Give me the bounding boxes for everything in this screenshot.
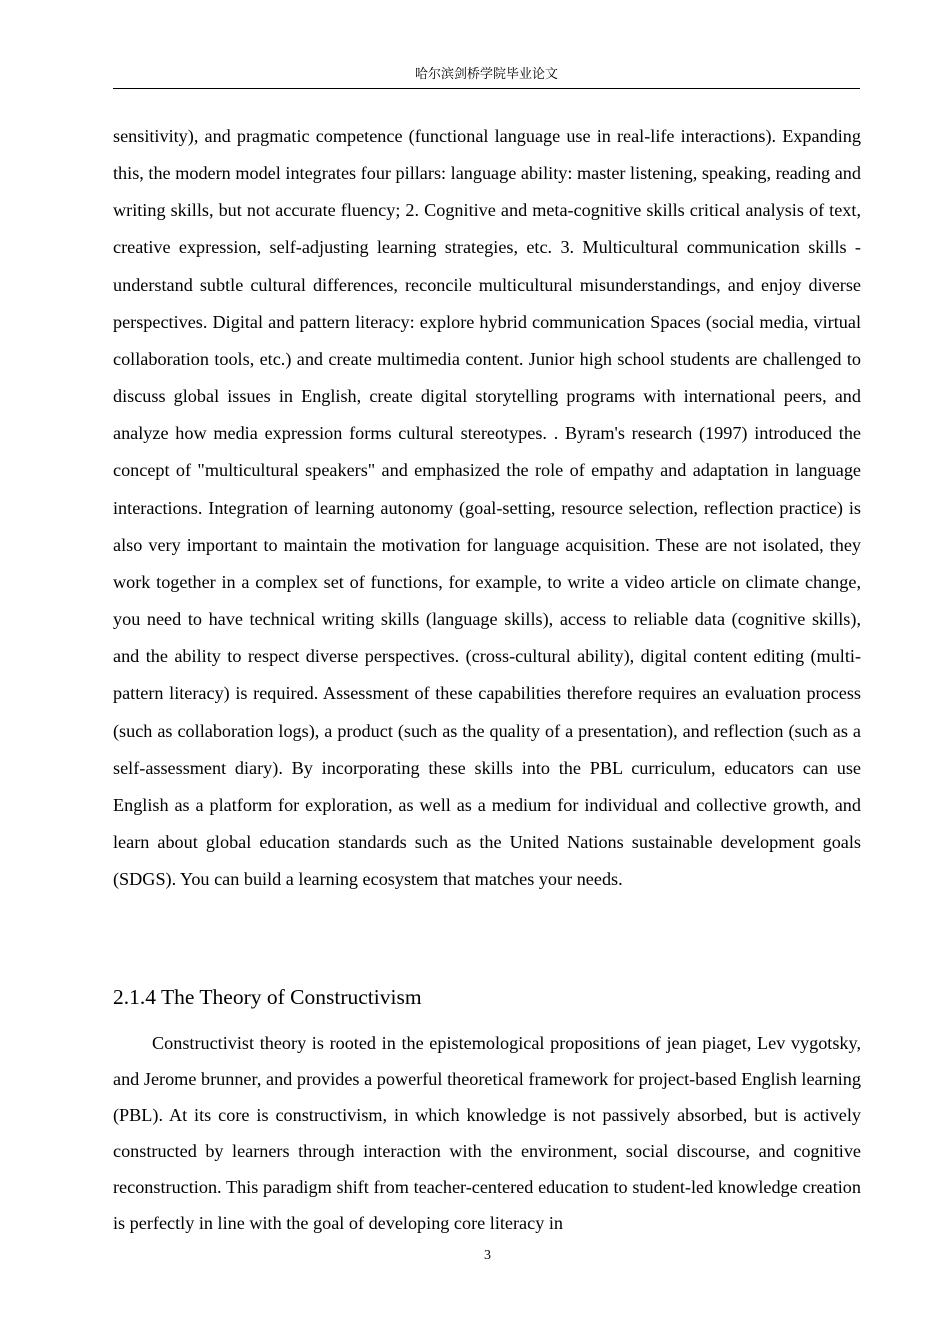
page-number: 3 bbox=[484, 1248, 491, 1263]
body-paragraph-1: sensitivity), and pragmatic competence (functional language use in real-life interactions). Expanding this, the modern model integrates four pillars: language ability: master listening, speaking, reading and writing skills, but not accurate fluency; 2. Cognitive and meta-cognitive skills critical analysis of text, creative expression, self-adjusting learning strategies, etc. 3. Multicultural communication skills - understand subtle cultural differences, reconcile multicultural misunderstandings, and enjoy diverse perspectives. Digital and pattern literacy: explore hybrid communication Spaces (social media, virtual collaboration tools, etc.) and create multimedia content. Junior high school students are challenged to discuss global issues in English, create digital storytelling programs with international peers, and analyze how media expression forms cultural stereotypes. . Byram's research (1997) introduced the concept of "multicultural speakers" and emphasized the role of empathy and adaptation in language interactions. Integration of learning autonomy (goal-setting, resource selection, reflection practice) is also very important to maintain the motivation for language acquisition. These are not isolated, they work together in a complex set of functions, for example, to write a video article on climate change, you need to have technical writing skills (language skills), access to reliable data (cognitive skills), and the ability to respect diverse perspectives. (cross-cultural ability), digital content editing (multi-pattern literacy) is required. Assessment of these capabilities therefore requires an evaluation process (such as collaboration logs), a product (such as the quality of a presentation), and reflection (such as a self-assessment diary). By incorporating these skills into the PBL curriculum, educators can use English as a platform for exploration, as well as a medium for individual and collective growth, and learn about global education standards such as the United Nations sustainable development goals (SDGS). You can build a learning ecosystem that matches your needs. bbox=[113, 126, 861, 890]
section-heading: 2.1.4 The Theory of Constructivism bbox=[113, 985, 422, 1009]
page-header: 哈尔滨剑桥学院毕业论文 bbox=[113, 64, 860, 89]
body-paragraph-2: Constructivist theory is rooted in the epistemological propositions of jean piaget, Lev vygotsky, and Jerome brunner, and provides a powerful theoretical framework for project-based English learning (PBL). At its core is constructivism, in which knowledge is not passively absorbed, but is actively constructed by learners through interaction with the environment, social discourse, and cognitive reconstruction. This paradigm shift from teacher-centered education to student-led knowledge creation is perfectly in line with the goal of developing core literacy in bbox=[113, 1033, 861, 1233]
